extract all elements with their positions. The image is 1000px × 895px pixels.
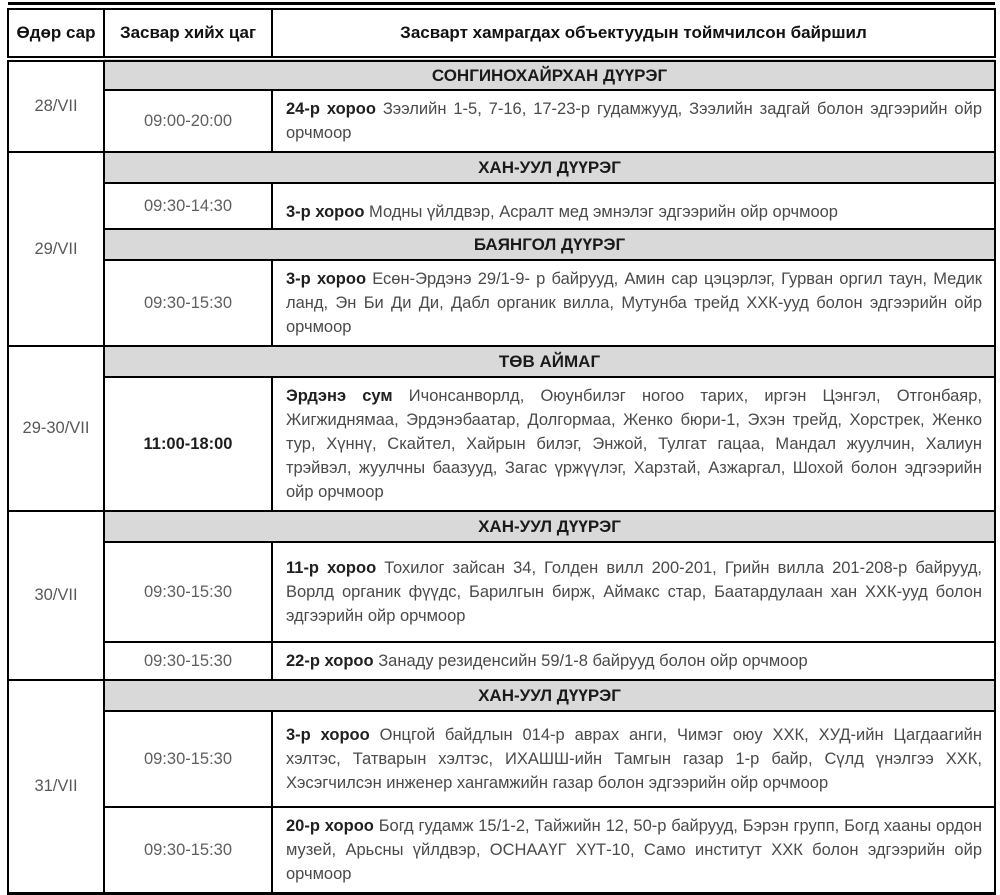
location-prefix: 3-р хороо xyxy=(286,270,367,288)
time-cell: 09:30-15:30 xyxy=(104,542,272,642)
district-header: ХАН-УУЛ ДҮҮРЭГ xyxy=(104,511,995,542)
date-group xyxy=(8,680,995,894)
location-text: Тохилог зайсан 34, Голден вилл 200-201, Грийн вилла 201-208-р байрууд, Ворлд органик фүүдс, Барилгын бирж, Аймакс стар, Баатардулаан хан ХХК-ууд болон эдгээрийн ойр орчмоор xyxy=(286,559,982,625)
district-header: БАЯНГОЛ ДҮҮРЭГ xyxy=(104,229,995,260)
location-prefix: 22-р хороо xyxy=(286,652,374,670)
date-cell: 29-30/VII xyxy=(8,346,104,511)
date-group xyxy=(8,511,995,680)
time-cell: 09:30-15:30 xyxy=(104,642,272,680)
location-cell xyxy=(272,377,995,511)
location-text: Онцгой байдлын 014-р аврах анги, Чимэг оюу ХХК, ХУД-ийн Цагдаагийн хэлтэс, Татварын хэлтэс, ИХАШШ-ийн Тамгын газар 1-р байр, Сүлд үнэлгээ ХХК, Хэсэгчилсэн инженер хангамжийн газар болон эдгээрийн ойр орчмоор xyxy=(286,726,983,792)
table-header xyxy=(8,9,995,59)
location-prefix: 20-р хороо xyxy=(286,817,374,835)
time-cell: 09:00-20:00 xyxy=(104,90,272,152)
province-header: ТӨВ АЙМАГ xyxy=(104,346,995,377)
location-prefix: Эрдэнэ сум xyxy=(286,387,393,405)
time-cell: 11:00-18:00 xyxy=(104,377,272,511)
location-cell xyxy=(272,807,995,894)
date-cell: 31/VII xyxy=(8,680,104,894)
location-cell xyxy=(272,711,995,807)
date-group xyxy=(8,59,995,152)
column-header-location: Засварт хамрагдах объектуудын тоймчилсон байршил xyxy=(272,9,995,59)
district-header: СОНГИНОХАЙРХАН ДҮҮРЭГ xyxy=(104,59,995,90)
location-cell xyxy=(272,260,995,346)
location-text: Ичонсанворлд, Оюунбилэг ногоо тарих, иргэн Цэнгэл, Отгонбаяр, Жигжиднямаа, Эрдэнэбаатар, Долгормаа, Женко бюри-1, Эхэн трейд, Хорстрек, Женко тур, Хүннү, Скайтел, Хайрын билэг, Энжой, Тулгат гацаа, Мандал жуулчин, Халиун трэйвэл, жуулчны баазууд, Загас үржүүлэг, Харзтай, Азжаргал, Шохой болон эдгээрийн ойр орчмоор xyxy=(286,387,982,501)
date-cell: 30/VII xyxy=(8,511,104,680)
time-cell: 09:30-15:30 xyxy=(104,711,272,807)
column-header-time: Засвар хийх цаг xyxy=(104,9,272,59)
district-header: ХАН-УУЛ ДҮҮРЭГ xyxy=(104,152,995,183)
location-prefix: 3-р хороо xyxy=(286,203,365,221)
date-group xyxy=(8,346,995,511)
date-cell: 29/VII xyxy=(8,152,104,346)
location-text: Есөн-Эрдэнэ 29/1-9- р байрууд, Амин сар цэцэрлэг, Гурван оргил таун, Медик ланд, Эн Би Ди Ди, Дабл органик вилла, Мутунба трейд ХХК-ууд болон эдгээрийн ойр орчмоор xyxy=(286,270,983,336)
district-header: ХАН-УУЛ ДҮҮРЭГ xyxy=(104,680,995,711)
location-prefix: 11-р хороо xyxy=(286,559,377,577)
column-header-date: Өдөр сар xyxy=(8,9,104,59)
location-text: Модны үйлдвэр, Асралт мед эмнэлэг эдгээрийн ойр орчмоор xyxy=(369,203,838,221)
location-cell xyxy=(272,90,995,152)
location-cell xyxy=(272,183,995,229)
location-cell xyxy=(272,642,995,680)
date-group xyxy=(8,152,995,346)
date-cell: 28/VII xyxy=(8,59,104,152)
time-cell: 09:30-14:30 xyxy=(104,183,272,229)
location-text: Зээлийн 1-5, 7-16, 17-23-р гудамжууд, Зээлийн задгай болон эдгээрийн ойр орчмоор xyxy=(286,100,982,142)
time-cell: 09:30-15:30 xyxy=(104,260,272,346)
location-text: Богд гудамж 15/1-2, Тайжийн 12, 50-р байрууд, Бэрэн групп, Богд хааны ордон музей, Арьсны үйлдвэр, ОСНААҮГ ХҮТ-10, Само институт ХХК болон эдгээрийн ойр орчмоор xyxy=(286,817,982,883)
top-horizontal-rule xyxy=(8,2,995,5)
location-text: Занаду резиденсийн 59/1-8 байрууд болон ойр орчмоор xyxy=(378,652,808,670)
location-prefix: 24-р хороо xyxy=(286,100,376,118)
maintenance-schedule-table xyxy=(7,8,996,895)
location-prefix: 3-р хороо xyxy=(286,726,370,744)
location-cell xyxy=(272,542,995,642)
time-cell: 09:30-15:30 xyxy=(104,807,272,894)
